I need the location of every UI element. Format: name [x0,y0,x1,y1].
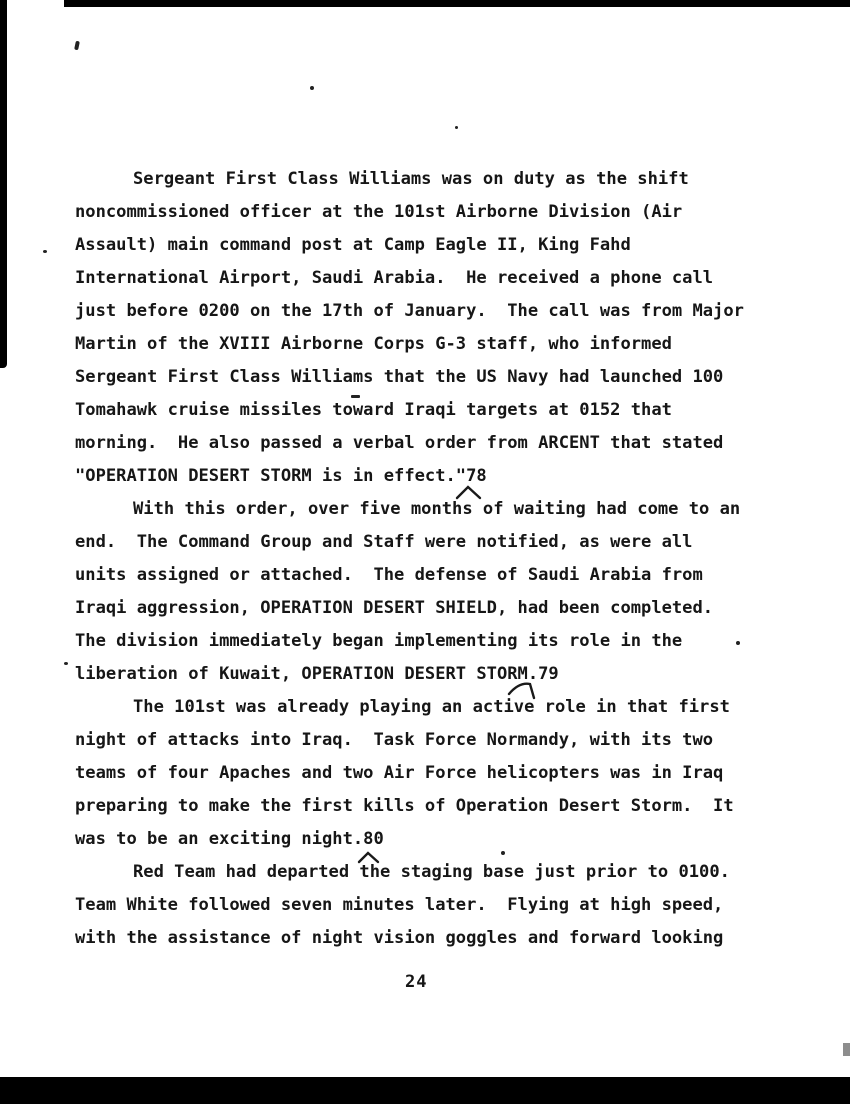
text-line: The division immediately began implementing its role in the [75,631,683,651]
text-line: was to be an exciting night.80 [75,829,384,849]
text-line: units assigned or attached. The defense of Saudi Arabia from [75,565,703,585]
text-line: with the assistance of night vision goggles and forward looking [75,928,724,948]
page-number: 24 [405,972,428,992]
underline-tick-williams [351,395,360,398]
text-line: morning. He also passed a verbal order from ARCENT that stated [75,433,724,453]
text-line: With this order, over five months of waiting had come to an [133,499,741,519]
scan-border-bottom [0,1077,850,1104]
text-line: night of attacks into Iraq. Task Force Normandy, with its two [75,730,714,750]
text-line: Assault) main command post at Camp Eagle II, King Fahd [75,235,631,255]
text-line: Martin of the XVIII Airborne Corps G-3 staff, who informed [75,334,672,354]
scan-speck [43,250,47,253]
text-line: Red Team had departed the staging base just prior to 0100. [133,862,730,882]
handwritten-caret-footnote-79 [507,680,539,704]
text-line: Tomahawk cruise missiles toward Iraqi targets at 0152 that [75,400,672,420]
text-line: Sergeant First Class Williams that the US Navy had launched 100 [75,367,724,387]
scan-speck [455,126,458,129]
handwritten-caret-footnote-78 [455,484,483,504]
text-line: Iraqi aggression, OPERATION DESERT SHIELD, had been completed. [75,598,714,618]
scan-border-left [0,0,7,368]
stray-quote-mark [74,41,80,51]
handwritten-caret-footnote-80 [357,849,381,868]
text-line: end. The Command Group and Staff were notified, as were all [75,532,693,552]
body-text [75,163,775,955]
scan-speck [501,851,505,855]
text-line: teams of four Apaches and two Air Force helicopters was in Iraq [75,763,724,783]
text-line: Sergeant First Class Williams was on duty as the shift [133,169,689,189]
text-line: noncommissioned officer at the 101st Airborne Division (Air [75,202,683,222]
scan-speck [310,86,314,90]
text-line: just before 0200 on the 17th of January. The call was from Major [75,301,744,321]
scan-artifact-right-edge [843,1043,850,1056]
text-line: preparing to make the first kills of Operation Desert Storm. It [75,796,734,816]
text-line: The 101st was already playing an active role in that first [133,697,730,717]
text-line: Team White followed seven minutes later. Flying at high speed, [75,895,724,915]
scan-speck [64,662,68,665]
text-line: International Airport, Saudi Arabia. He received a phone call [75,268,714,288]
scan-speck [736,641,740,645]
text-line: "OPERATION DESERT STORM is in effect."78 [75,466,487,486]
text-line: liberation of Kuwait, OPERATION DESERT STORM.79 [75,664,559,684]
scan-border-top [64,0,850,7]
